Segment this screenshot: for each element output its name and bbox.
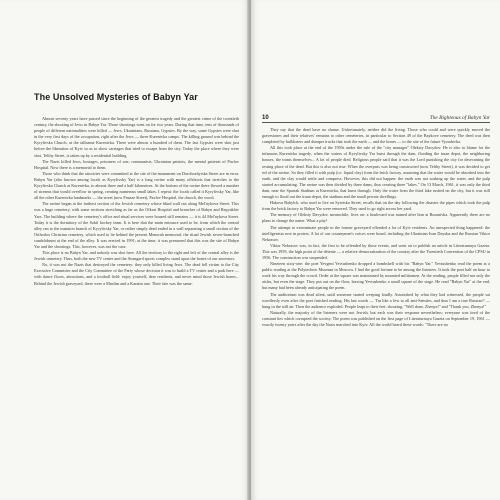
paragraph: Naturally, the majority of the listeners were not Jewish, but each was their response nevertheless; everyone was tired of the constant lies which corrupted the society. The poem was published on the first page of Literaturnaya Gazeta on September 19, 1961 — exactly twenty years after the day the Nazis marched into Kyiv. All the world heard these words: "There are no [262, 309, 490, 327]
chapter-title: The Unsolved Mysteries of Babyn Yar [34, 92, 198, 102]
left-page [0, 0, 249, 500]
paragraph: The attempt to exterminate people in the former graveyard offended a lot of Kyiv residents. An unexpected thing happened: the intelligentsia rose in protest. A lot of our countrymen's voices were heard, including the Ukrainian Ivan Dzyuba and the Russian Viktor Nekrasov. [262, 224, 490, 242]
paragraph: Hakova Babylch, who used to live on Syretska Street, recalls that on the day following the disaster the pipes which took the pulp from the brick factory to Babyn Yar were removed. They used to go right across her yard. [262, 200, 490, 212]
page-header [262, 112, 490, 123]
paragraph: The memory of Oleksiy Davydov, meanwhile, lives on: a boulevard was named after him at Rusanivka. Apparently there are no plans to change the name. What a pity! [262, 212, 490, 224]
paragraph: The ravine began at the farthest section of the Jewish cemetery whose blind wall ran along Mel'nykova Street. This was a huge cemetery, with some sections stretching as far as the Ofkrat Hospital and branches of Babyn and Repyakhiv Yars. The building where the cemetery's office and ritual services were housed still remains — it is 44 Mel'nykova Street. Today it is the dormitory of the Sokil hockey team. It is here that the main entrance used to be, from which the central alley ran to the mansion branch of Kyrylivsky Yar, or rather simply dead ended in a wall separating a small section of the Orthodox Christian cemetery, which used to lie behind the present Menorah memorial, the ritual Jewish seven-branched candelabrum at the end of the alley. It was erected in 1991; at the time, it was presumed that this was the site of Babyn Yar and the shootings. This, however, was not the case. [34, 201, 239, 249]
paragraph: No, it was not the Nazis that destroyed the cemetery: they only killed living Jews. The dead fell victim to the City Executive Committee and the City Committee of the Party whose decision it was to build a TV center and a park here — with dance floors, attractions, and a football field: enjoy yourself, dear residents, and never mind those Jewish bones... Behind the Jewish graveyard, there were a Muslim and a Karaim one. Their fate was the same. [34, 262, 239, 286]
paragraph: Almost seventy years have passed since the beginning of the greatest tragedy and the greatest crime of the twentieth century, the shooting of Jews in Babyn Yar. Those shootings went on for two years. During that time, tens of thousands of people of different nationalities were killed — Jews, Ukrainians, Russians, Gypsies. By the way, some Gypsies were shot in the very first days of the occupation, right after the Jews — three Kurenivka camps. The killing ground was behind the Kyrylivska Church, at the tallname Kurenivka. There were almost a hundred of them. The last Gypsies were shot just before the liberation of Kyiv so as to show carriages that tried to escape from the city. Today the place where they were shot, Telihy Street, is taken up by a residential building. [34, 116, 239, 158]
left-page-body [34, 116, 239, 287]
paragraph: Nineteen sixty-one: the poet Yevgeni Yevtushenko dropped a bombshell with his "Babyn Yar." Yevtushenko read the poem at a public reading at the Polytechnic Museum in Moscow. I had the good fortune to be among the listeners. It took the poet half an hour to work his way through the crowd. Order at the square was maintained by mounted militiamen. At the reading, people filled not only the aisles, but even the stage. They put out on the floor, leaving Yevtushenko a small square of the stage. He read "Babyn Yar" at the end, but many had been already anticipating the poem. [262, 261, 490, 291]
paragraph: Viktor Nekrasov was, in fact, the first to be offended by those events, and went on to publish an article in Literaturnaya Gazeta. This was 1959, the high point of the détente — a relative democratization of the country after the Twentieth Convention of the CPSU in 1956. The construction was suspended. [262, 242, 490, 260]
running-header: The Righteous of Babyn Yar [429, 115, 490, 121]
paragraph: This place is no Babyn Yar, and nobody was shot here. All the territory to the right and left of the central alley is the Jewish cemetery. Thus, both the new TV center and the Avangard sports complex stand upon the bones of our ancestors. [34, 250, 239, 262]
paragraph: All this took place at the end of the 1950s under the rule of the "city manager" Oleksiy Davydov. He is also to blame for the infamous Kurenivka tragedy, when the waters of Kyrylivsky Yar burst through the dam, flooding the truan depot, the neighboring houses, the trams themselves... A lot of people died. Religious people said that it was the Lord punishing the city for desecrating the resting place of the dead. But this is also not true. When the overpass was being constructed (now Telihy Street), it was decided to get rid of the ravine. So they filled it with pulp (i.e. liquid clay) from the brick factory, assuming that the water would be absorbed into the earth, and the clay would settle and compress. However, this did not happen: the earth was not soaking up the water, and the pulp started accumulating. The ravine was then divided by three dams, thus creating three "lakes." On 13 March, 1961, it was only the third dam, near the Spartak Stadium at Kurenivka, that burst through. Only the water from the third lake rushed on the city, but it was still enough to flood out the truan depot, the stadium and the small private dwellings. [262, 145, 490, 200]
paragraph: The auditorium was dead silent, until someone started weeping loudly. Astonished by what they had witnessed, the people sat wordlessly even after the poet finished reading. His last words — 'I'm like a Jew to all anti-Semites, and thus I am a true Russian!' — hung in the still air. Then the audience exploded. People leapt to their feet, shouting, "Well done, Zhenya!" and "Thank you, Zhenya!" [262, 291, 490, 309]
page-number: 10 [262, 115, 269, 121]
paragraph: The Nazis killed Jews, hostages, prisoners of war, communists, Ukrainian patriots, the mental patients of Pavlov Hospital. Now there is a memorial to them. [34, 158, 239, 170]
paragraph: They say that the dead have no shame. Unfortunately, neither did the living. Those who could and were quickly moved the gravestones and their relatives' remains to other cemeteries, in particular to Section 49 of the Baykove cemetery. The deed was then completed by bulldozers and dumper trucks that took the earth — and the bones — to the site of the future Vyzadovka. [262, 127, 490, 145]
right-page-body [262, 127, 490, 328]
paragraph: Those who think that the atrocities were committed at the site of the monument on Dorohozhytska Street are in error. Babyn Yar (also known among locals as Kyrylivsky Yar) is a long ravine with many offshoots that stretches to the Kyrylivska Church at Kurenivka, to almost three and a half kilometres. At the bottom of the ravine there flowed a number of streams that would overflow in spring, creating numerous small lakes. I repeat: the locals called it Kyrylivsky Yar, like all the other Kurenivka landmarks — the street (now Frunze Street), Pavlov Hospital, the church, the wood. [34, 170, 239, 201]
